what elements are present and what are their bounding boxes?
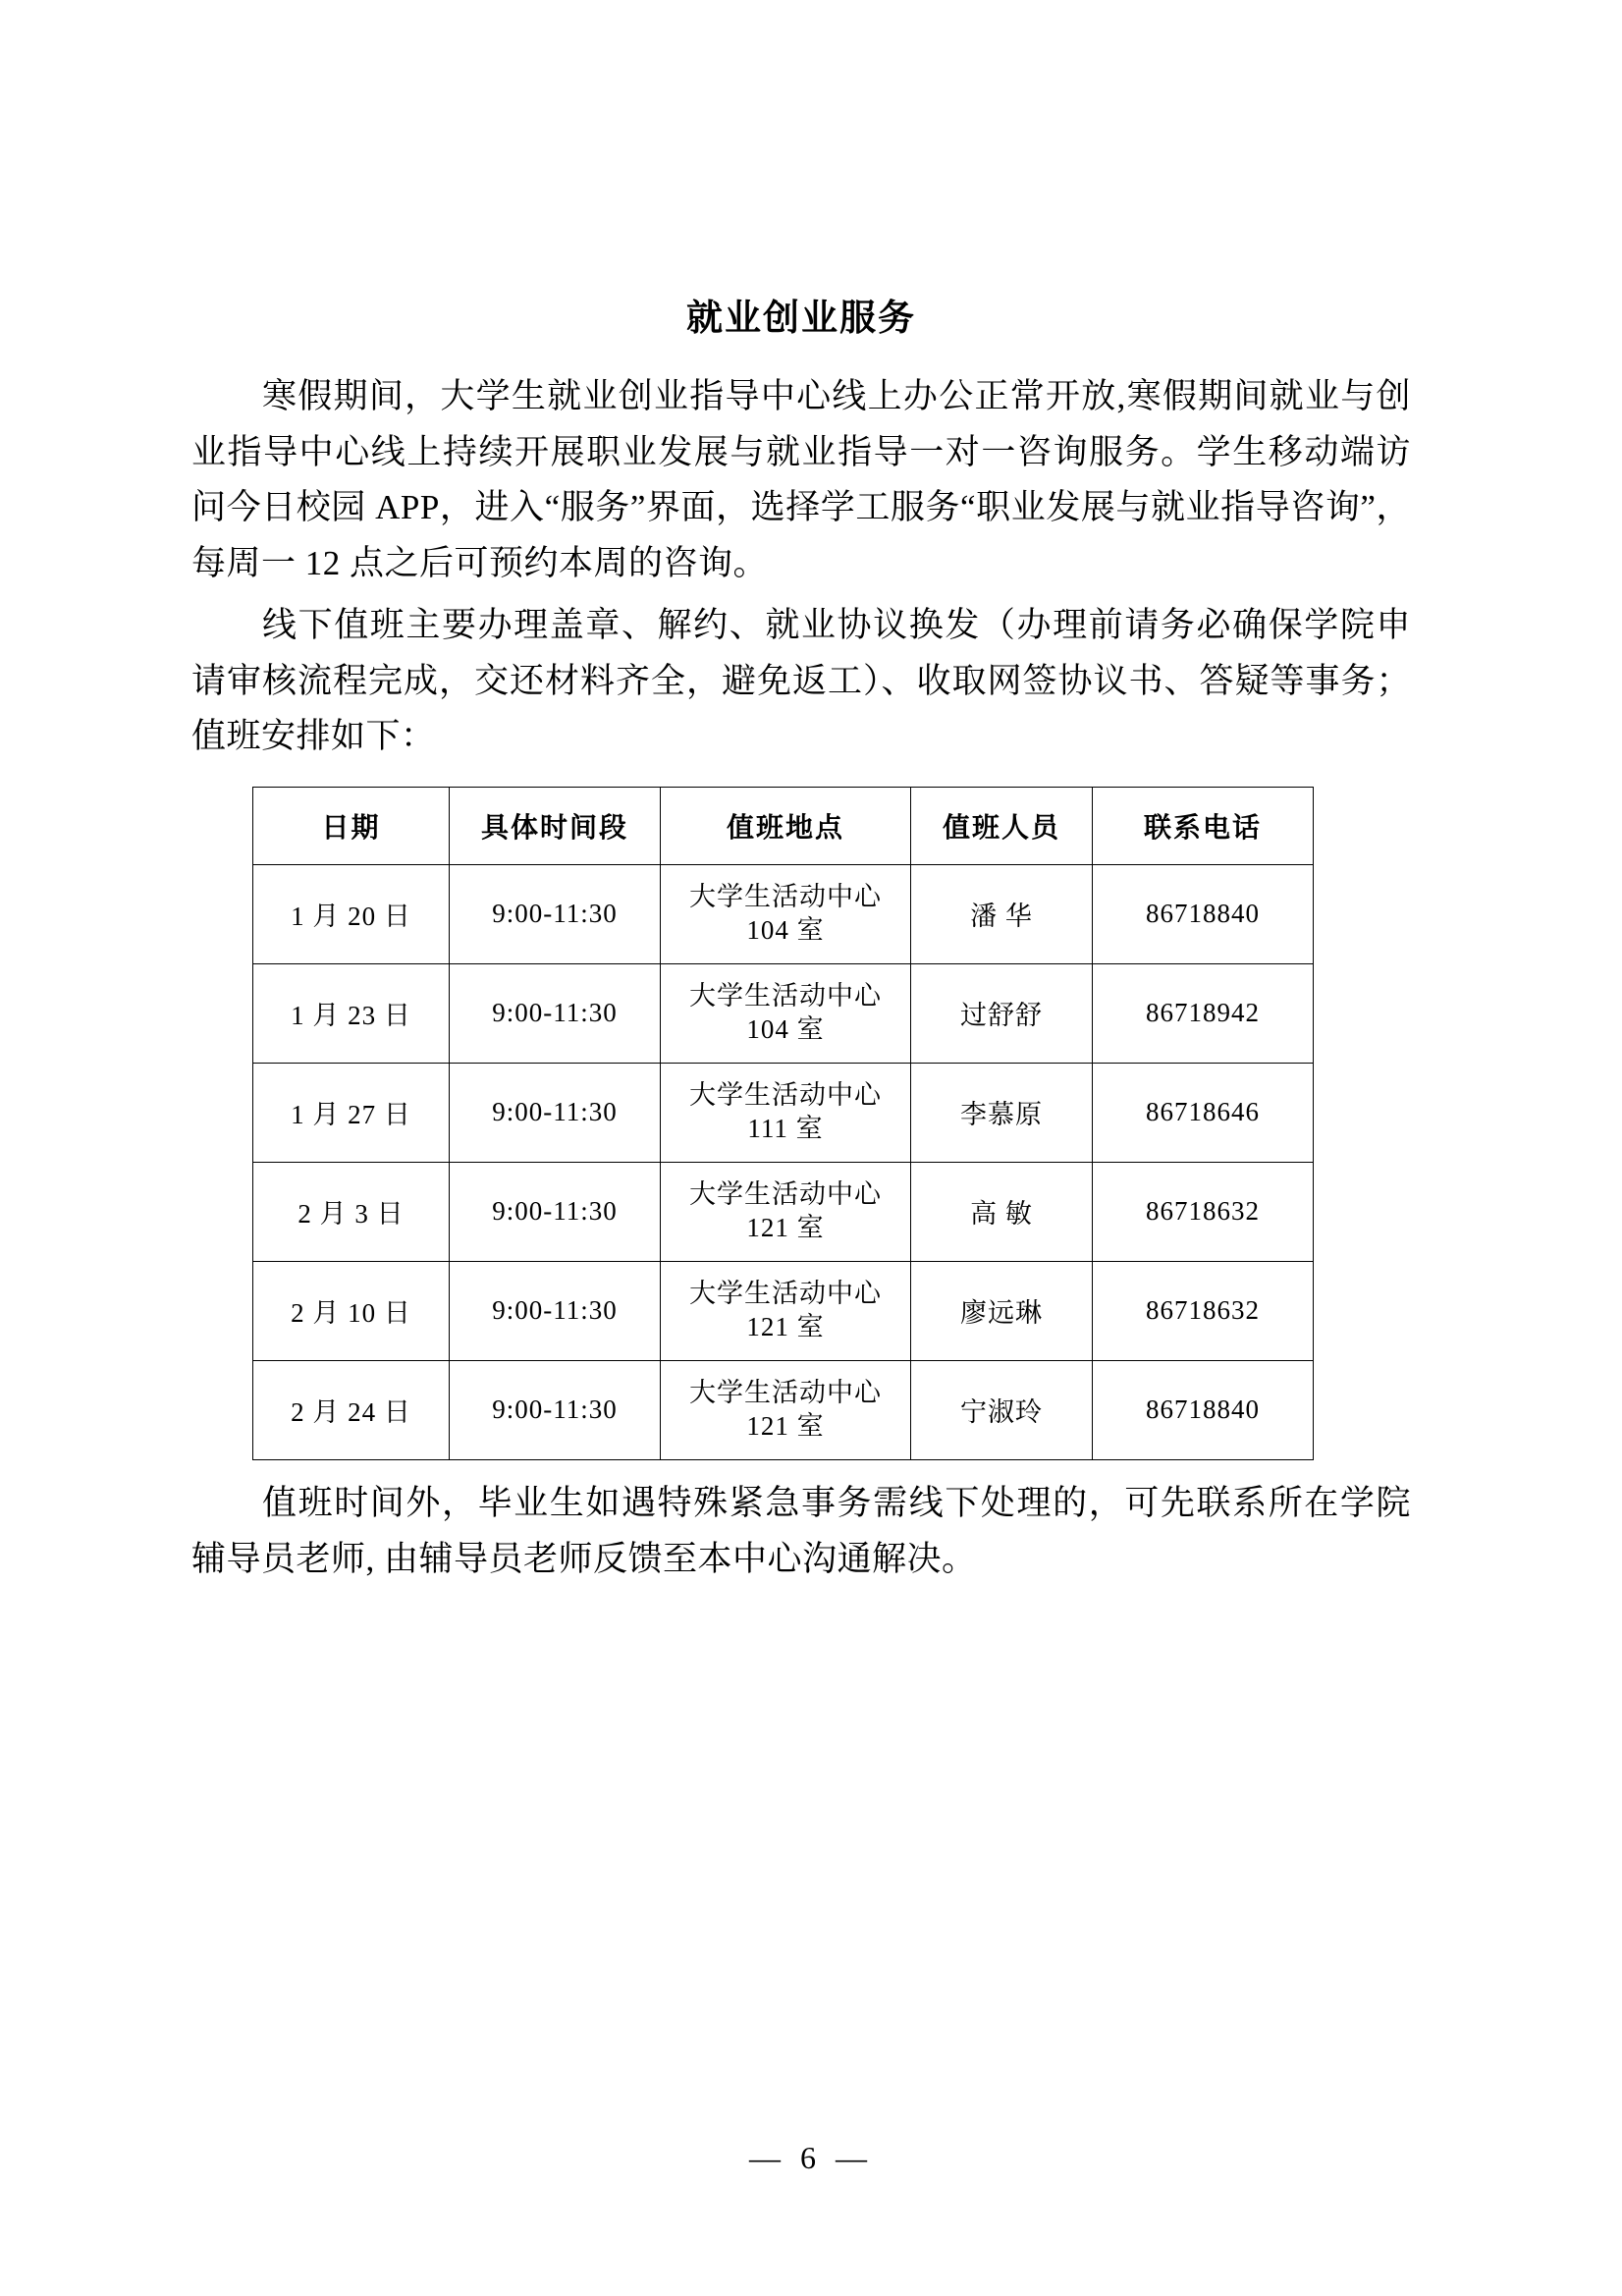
table-row [253,1063,1314,1162]
paragraph-intro: 寒假期间，大学生就业创业指导中心线上办公正常开放,寒假期间就业与创业指导中心线上持续开展职业发展与就业指导一对一咨询服务。学生移动端访问今日校园 APP，进入“服务”界面，选择学工服务“职业发展与就业指导咨询”，每周一 12 点之后可预约本周的咨询。 [191,377,1411,583]
page-title: 就业创业服务 [686,297,916,339]
cell-phone: 86718942 [1093,963,1314,1063]
cell-place-line1: 大学生活动中心 [689,1378,882,1408]
column-header-person: 值班人员 [911,787,1093,864]
cell-place-line2: 104 室 [746,1013,825,1044]
cell-place-line2: 121 室 [746,1410,825,1441]
cell-date: 1 月 23 日 [253,963,450,1063]
cell-phone: 86718840 [1093,1360,1314,1459]
paragraph-offline-duty: 线下值班主要办理盖章、解约、就业协议换发（办理前请务必确保学院申请审核流程完成，交还材料齐全，避免返工）、收取网签协议书、答疑等事务；值班安排如下： [191,605,1411,756]
column-header-phone: 联系电话 [1093,787,1314,864]
cell-place-line1: 大学生活动中心 [689,981,882,1011]
cell-place-line2: 121 室 [746,1311,825,1341]
paragraph-closing: 值班时间外，毕业生如遇特殊紧急事务需线下处理的，可先联系所在学院辅导员老师, 由辅导员老师反馈至本中心沟通解决。 [191,1483,1411,1578]
cell-place-line2: 104 室 [746,914,825,945]
cell-place-line1: 大学生活动中心 [689,1080,882,1111]
table-row [253,963,1314,1063]
column-header-place: 值班地点 [661,787,911,864]
cell-place [661,1063,911,1162]
cell-place-line2: 121 室 [746,1212,825,1242]
cell-phone: 86718632 [1093,1261,1314,1360]
cell-time: 9:00-11:30 [450,1063,661,1162]
cell-place-line1: 大学生活动中心 [689,1279,882,1309]
table-row [253,1261,1314,1360]
table-row [253,1162,1314,1261]
table-row [253,864,1314,963]
cell-place [661,864,911,963]
cell-place-line2: 111 室 [747,1113,824,1143]
cell-time: 9:00-11:30 [450,864,661,963]
cell-person: 过舒舒 [911,963,1093,1063]
table-header-row [253,787,1314,864]
cell-date: 2 月 24 日 [253,1360,450,1459]
cell-place-line1: 大学生活动中心 [689,1179,882,1210]
cell-phone: 86718632 [1093,1162,1314,1261]
cell-place-line1: 大学生活动中心 [689,882,882,912]
cell-place [661,1360,911,1459]
cell-person: 李慕原 [911,1063,1093,1162]
cell-person: 宁淑玲 [911,1360,1093,1459]
cell-person: 廖远琳 [911,1261,1093,1360]
cell-person: 高 敏 [911,1162,1093,1261]
cell-phone: 86718646 [1093,1063,1314,1162]
cell-person: 潘 华 [911,864,1093,963]
cell-place [661,963,911,1063]
column-header-time: 具体时间段 [450,787,661,864]
cell-place [661,1162,911,1261]
cell-time: 9:00-11:30 [450,1261,661,1360]
cell-date: 2 月 3 日 [253,1162,450,1261]
cell-time: 9:00-11:30 [450,1162,661,1261]
column-header-date: 日期 [253,787,450,864]
cell-time: 9:00-11:30 [450,963,661,1063]
table-row [253,1360,1314,1459]
cell-date: 1 月 27 日 [253,1063,450,1162]
duty-schedule-table [252,787,1314,1460]
cell-date: 2 月 10 日 [253,1261,450,1360]
cell-date: 1 月 20 日 [253,864,450,963]
page-number: — 6 — [749,2140,873,2175]
cell-time: 9:00-11:30 [450,1360,661,1459]
cell-place [661,1261,911,1360]
cell-phone: 86718840 [1093,864,1314,963]
